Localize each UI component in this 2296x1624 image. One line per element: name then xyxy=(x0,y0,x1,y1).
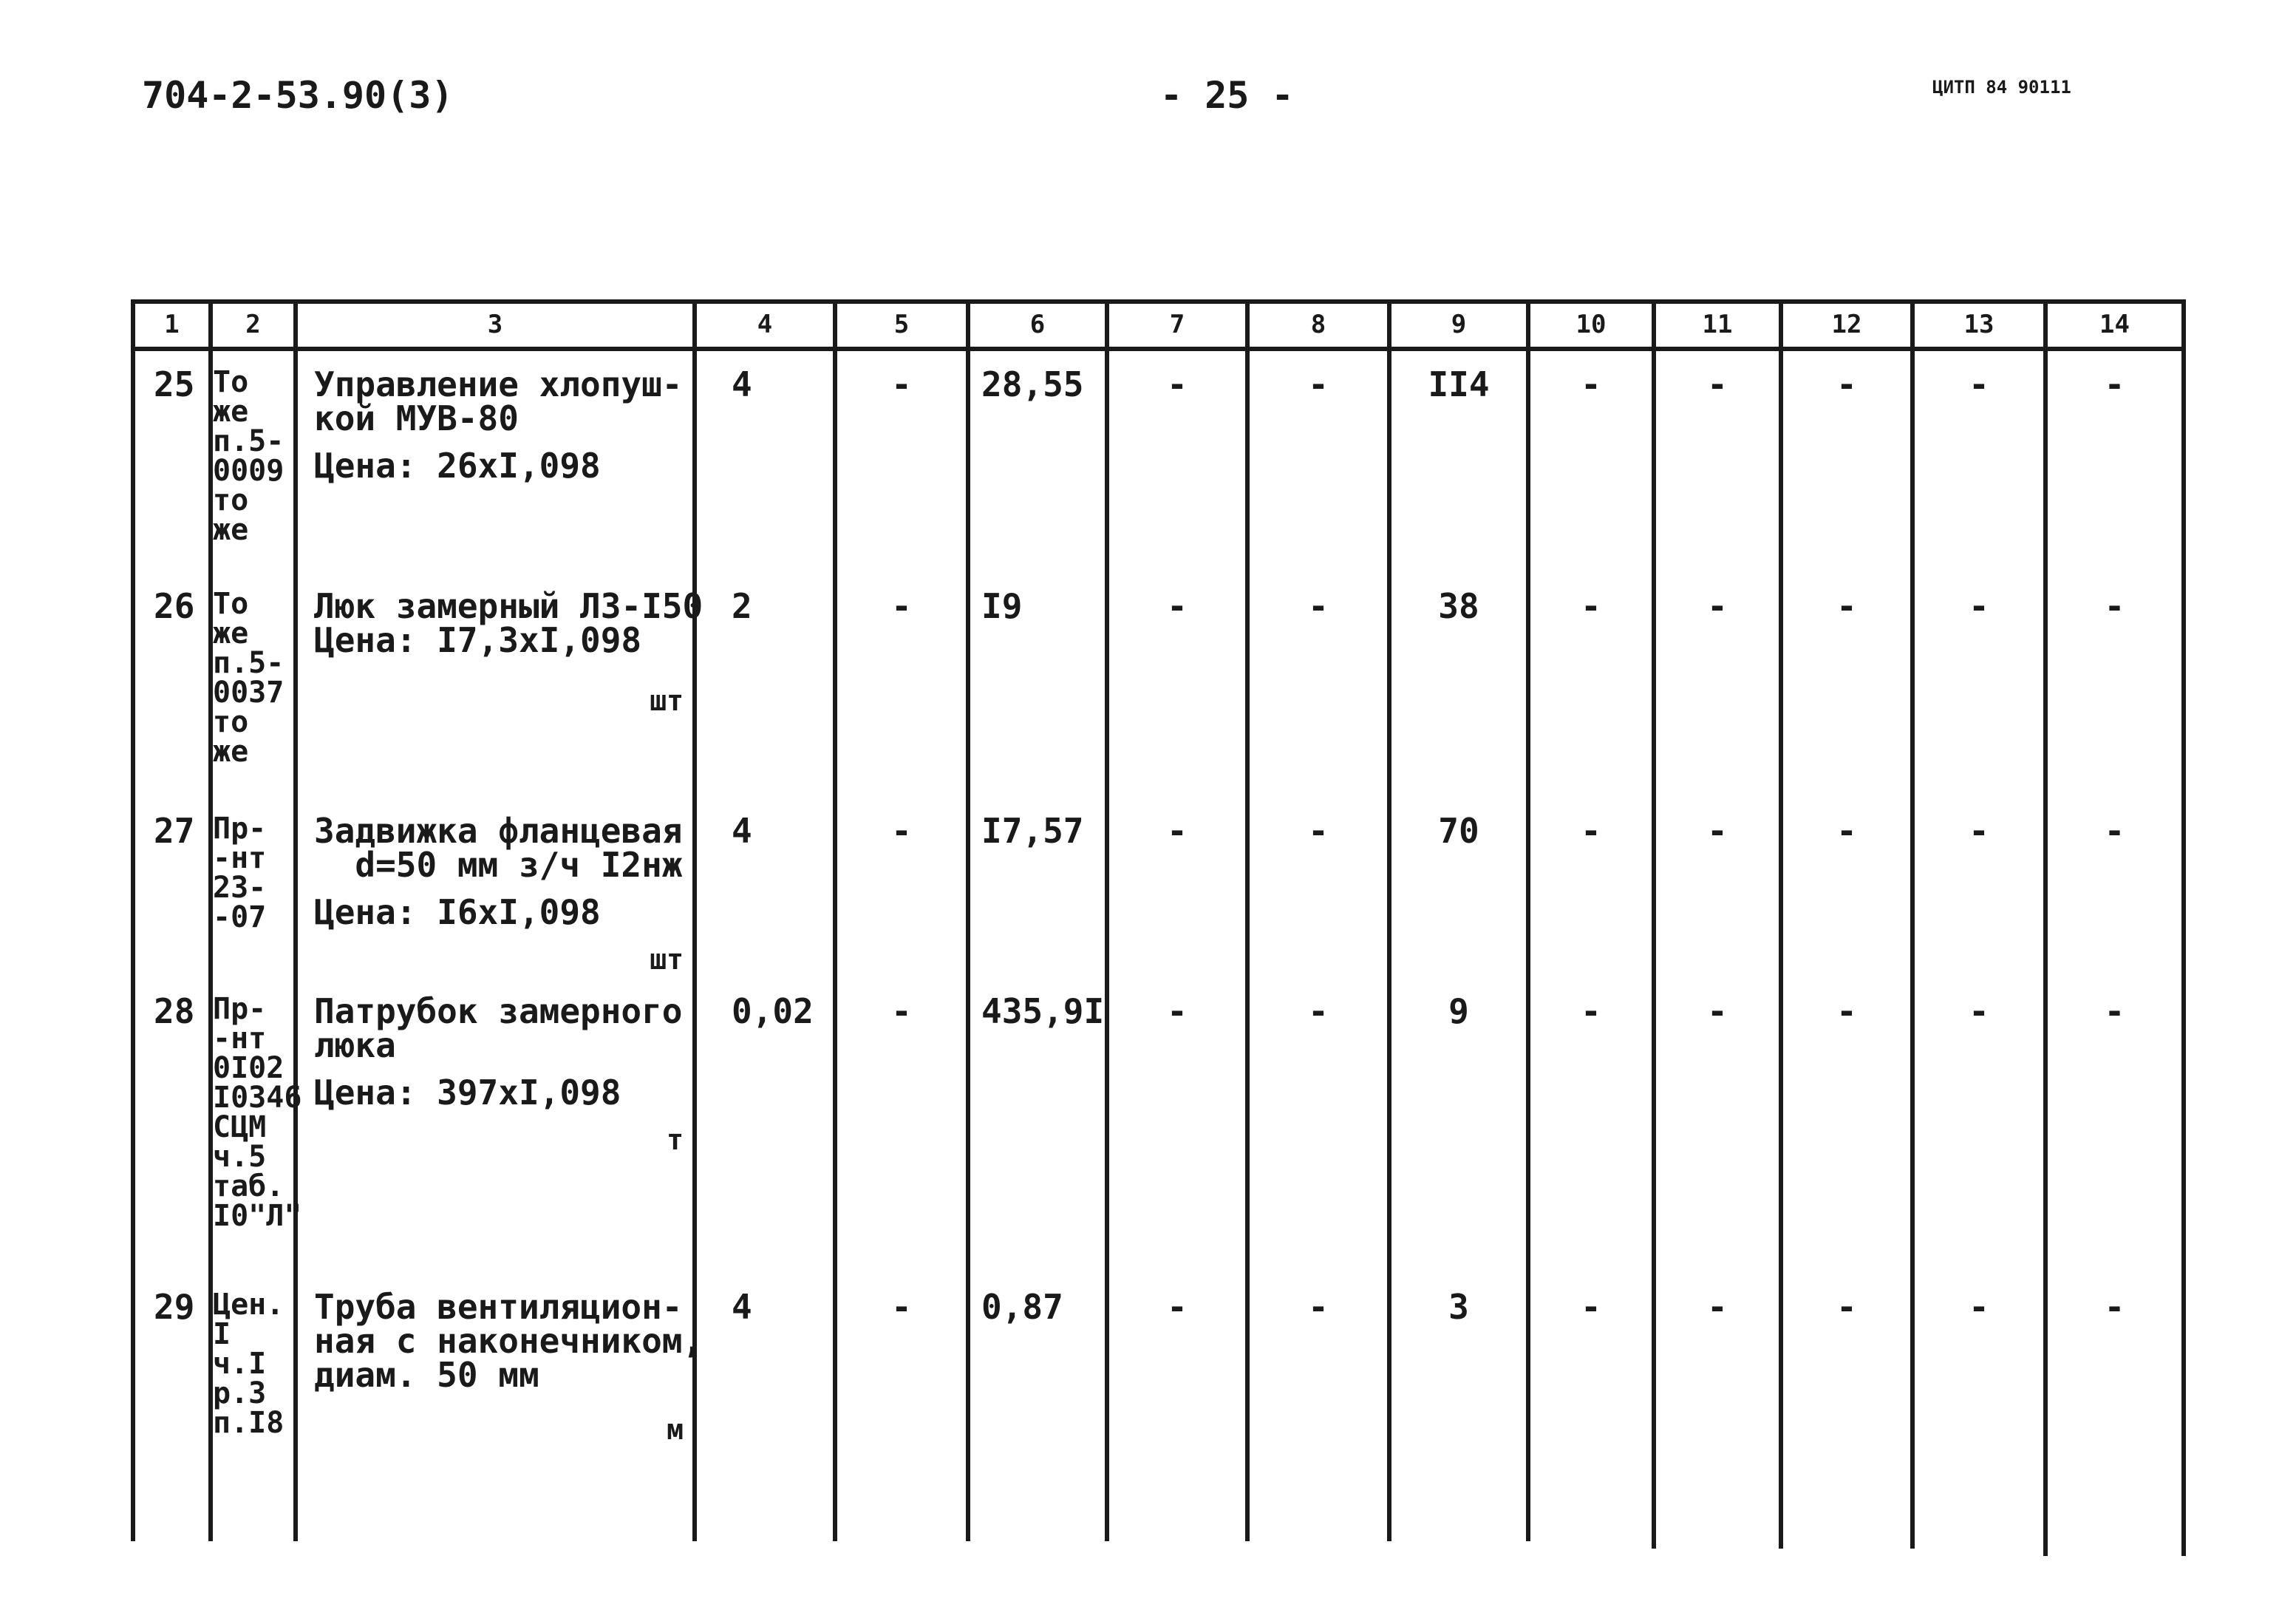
column-rule-13 xyxy=(2043,299,2048,1556)
column-number-4: 4 xyxy=(757,310,773,339)
column-rule-11 xyxy=(1779,299,1783,1549)
item-price: Цена: I6хI,098 xyxy=(314,892,601,932)
value-col-14: - xyxy=(2104,1287,2125,1327)
item-name: Управление хлопуш- кой МУВ-80 xyxy=(314,364,683,438)
value-col-4: 0,02 xyxy=(732,991,814,1031)
value-col-11: - xyxy=(1707,811,1728,851)
value-col-6: 435,9I xyxy=(981,991,1105,1031)
table-top-border xyxy=(133,299,2184,304)
item-unit: шт xyxy=(650,943,684,976)
item-name: Люк замерный ЛЗ-I50 xyxy=(314,586,704,626)
value-col-13: - xyxy=(1969,364,1989,404)
value-col-12: - xyxy=(1836,364,1857,404)
value-col-9: 3 xyxy=(1448,1287,1469,1327)
column-number-3: 3 xyxy=(487,310,503,339)
column-number-10: 10 xyxy=(1575,310,1607,339)
column-number-6: 6 xyxy=(1029,310,1046,339)
item-price: Цена: 26хI,098 xyxy=(314,446,601,486)
column-rule-12 xyxy=(1910,299,1915,1549)
value-col-12: - xyxy=(1836,991,1857,1031)
row-number: 25 xyxy=(154,364,195,404)
value-col-14: - xyxy=(2104,811,2125,851)
item-price: Цена: 397хI,098 xyxy=(314,1073,621,1112)
value-col-14: - xyxy=(2104,364,2125,404)
item-price: Цена: I7,3хI,098 xyxy=(314,620,642,660)
column-number-14: 14 xyxy=(2099,310,2130,339)
row-reference: То же п.5- 0037 то же xyxy=(213,587,285,769)
value-col-13: - xyxy=(1969,811,1989,851)
value-col-10: - xyxy=(1581,586,1601,626)
column-number-1: 1 xyxy=(164,310,180,339)
column-number-13: 13 xyxy=(1963,310,1994,339)
value-col-13: - xyxy=(1969,586,1989,626)
value-col-8: - xyxy=(1308,811,1329,851)
document-code: 704-2-53.90(3) xyxy=(142,74,454,117)
value-col-9: 70 xyxy=(1438,811,1479,851)
column-rule-6 xyxy=(1105,299,1109,1541)
value-col-13: - xyxy=(1969,1287,1989,1327)
column-number-7: 7 xyxy=(1169,310,1185,339)
column-rule-0 xyxy=(131,299,135,1541)
value-col-12: - xyxy=(1836,1287,1857,1327)
value-col-8: - xyxy=(1308,1287,1329,1327)
item-unit: м xyxy=(667,1413,684,1446)
value-col-4: 4 xyxy=(732,811,752,851)
row-reference: Пр- -нт 23- -07 xyxy=(213,812,267,934)
archive-stamp: ЦИТП 84 90111 xyxy=(1932,77,2071,98)
value-col-14: - xyxy=(2104,991,2125,1031)
value-col-10: - xyxy=(1581,991,1601,1031)
value-col-5: - xyxy=(891,991,912,1031)
row-number: 26 xyxy=(154,586,195,626)
value-col-5: - xyxy=(891,586,912,626)
page-number: - 25 - xyxy=(1160,74,1294,117)
column-rule-4 xyxy=(833,299,837,1541)
value-col-10: - xyxy=(1581,364,1601,404)
row-reference: То же п.5- 0009 то же xyxy=(213,365,285,547)
value-col-7: - xyxy=(1167,364,1188,404)
column-number-2: 2 xyxy=(245,310,261,339)
value-col-5: - xyxy=(891,1287,912,1327)
value-col-8: - xyxy=(1308,586,1329,626)
value-col-8: - xyxy=(1308,364,1329,404)
row-number: 27 xyxy=(154,811,195,851)
value-col-6: I9 xyxy=(981,586,1023,626)
estimate-table xyxy=(133,299,2184,1541)
item-name: Труба вентиляцион- ная с наконечником, диам. 50 мм xyxy=(314,1287,704,1395)
value-col-6: I7,57 xyxy=(981,811,1084,851)
value-col-7: - xyxy=(1167,991,1188,1031)
column-rule-8 xyxy=(1387,299,1391,1541)
column-number-9: 9 xyxy=(1451,310,1467,339)
row-number: 28 xyxy=(154,991,195,1031)
value-col-12: - xyxy=(1836,586,1857,626)
value-col-11: - xyxy=(1707,1287,1728,1327)
row-reference: Пр- -нт 0I02 I0346 СЦМ ч.5 таб. I0"Л" xyxy=(213,992,302,1233)
value-col-7: - xyxy=(1167,1287,1188,1327)
value-col-6: 0,87 xyxy=(981,1287,1063,1327)
item-unit: шт xyxy=(650,684,684,717)
header-row-border xyxy=(133,347,2184,351)
item-name: Патрубок замерного люка xyxy=(314,991,683,1065)
value-col-7: - xyxy=(1167,586,1188,626)
value-col-14: - xyxy=(2104,586,2125,626)
column-rule-5 xyxy=(966,299,970,1541)
column-rule-9 xyxy=(1526,299,1530,1541)
column-number-8: 8 xyxy=(1310,310,1326,339)
value-col-5: - xyxy=(891,811,912,851)
value-col-9: II4 xyxy=(1428,364,1490,404)
row-number: 29 xyxy=(154,1287,195,1327)
value-col-11: - xyxy=(1707,586,1728,626)
column-number-5: 5 xyxy=(893,310,910,339)
value-col-4: 4 xyxy=(732,1287,752,1327)
value-col-10: - xyxy=(1581,811,1601,851)
column-number-11: 11 xyxy=(1702,310,1733,339)
column-rule-14 xyxy=(2181,299,2186,1556)
value-col-6: 28,55 xyxy=(981,364,1084,404)
value-col-9: 38 xyxy=(1438,586,1479,626)
value-col-11: - xyxy=(1707,991,1728,1031)
value-col-8: - xyxy=(1308,991,1329,1031)
column-rule-2 xyxy=(293,299,298,1541)
value-col-4: 2 xyxy=(732,586,752,626)
column-rule-7 xyxy=(1245,299,1250,1541)
column-rule-10 xyxy=(1652,299,1656,1549)
value-col-4: 4 xyxy=(732,364,752,404)
item-unit: т xyxy=(667,1124,684,1156)
value-col-7: - xyxy=(1167,811,1188,851)
value-col-10: - xyxy=(1581,1287,1601,1327)
value-col-13: - xyxy=(1969,991,1989,1031)
column-number-12: 12 xyxy=(1831,310,1862,339)
row-reference: Цен. I ч.I р.3 п.I8 xyxy=(213,1288,285,1440)
value-col-9: 9 xyxy=(1448,991,1469,1031)
value-col-5: - xyxy=(891,364,912,404)
value-col-11: - xyxy=(1707,364,1728,404)
value-col-12: - xyxy=(1836,811,1857,851)
item-name: Задвижка фланцевая d=50 мм з/ч I2нж xyxy=(314,811,683,885)
